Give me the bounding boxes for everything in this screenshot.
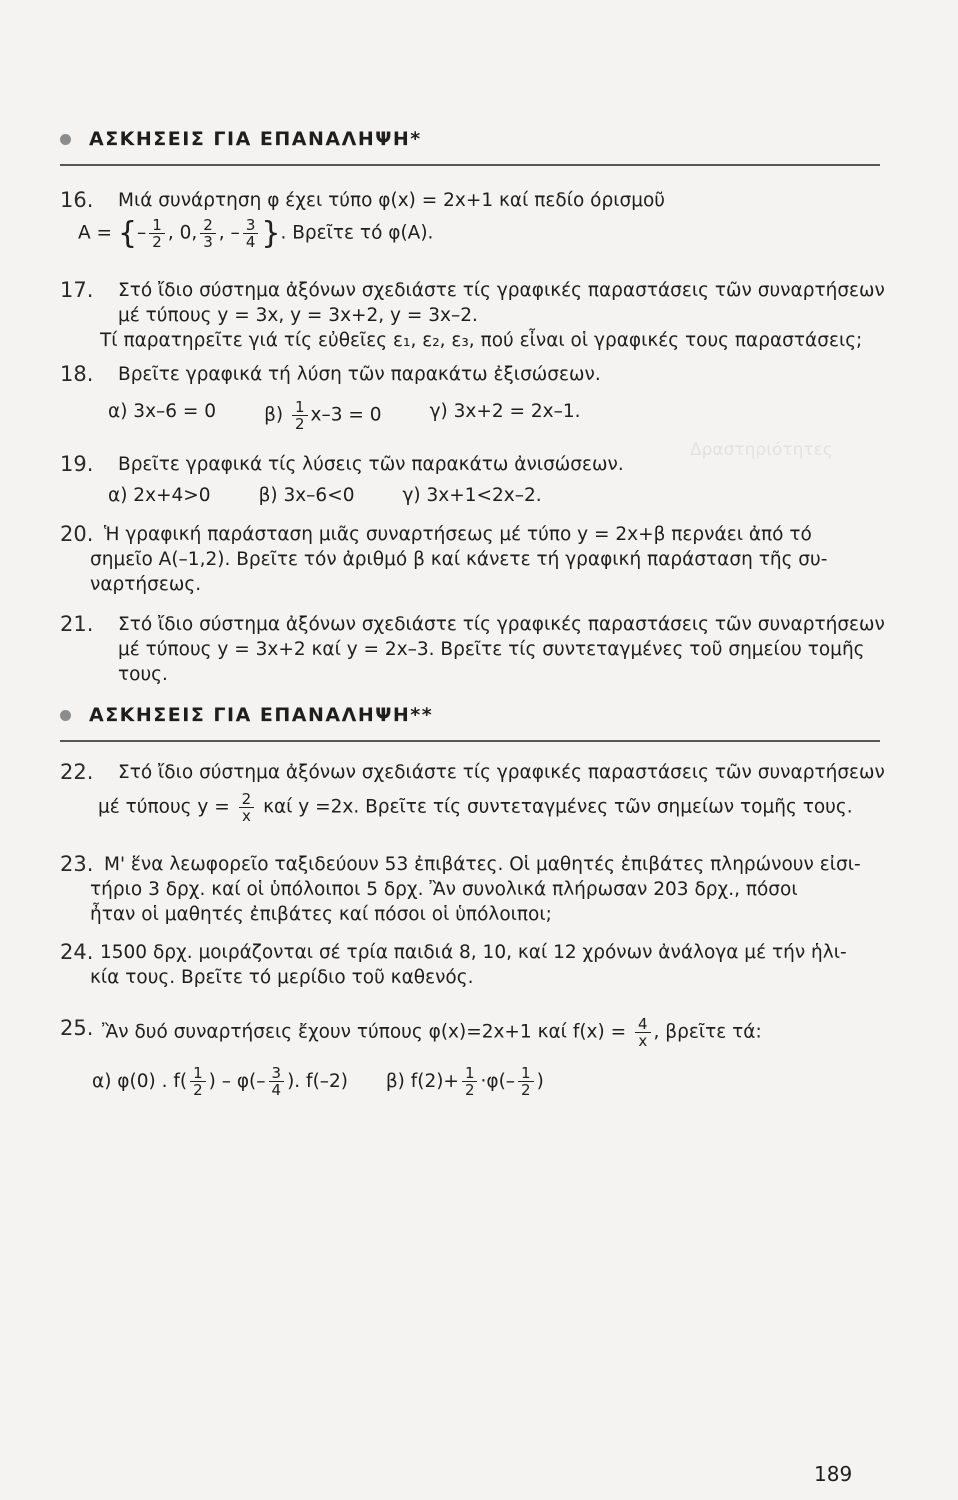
part-a: α) φ(0) . f( $\frac{1}{2}$ ) – φ(– $\frac{3}{4}$ ). f(–2) xyxy=(92,1064,349,1099)
exercise-number: 16. xyxy=(60,188,94,212)
exercise-number: 17. xyxy=(60,278,94,302)
fraction: $\frac{1}{2}$ xyxy=(292,399,308,432)
exercise-line: κία τους. Βρεῖτε τό μερίδιο τοῦ καθενός. xyxy=(90,967,474,988)
exercise-line: Στό ἴδιο σύστημα ἀξόνων σχεδιάστε τίς γραφικές παραστάσεις τῶν συναρτήσεων xyxy=(118,280,885,301)
exercise-number: 20. xyxy=(60,522,94,546)
exercise-number: 21. xyxy=(60,612,94,636)
section-title: ΑΣΚΗΣΕΙΣ ΓΙΑ ΕΠΑΝΑΛΗΨΗ** xyxy=(89,704,434,726)
exercise-line: μέ τύπους y = 3x+2 καί y = 2x–3. Βρεῖτε τίς συντεταγμένες τοῦ σημείου τομῆς xyxy=(118,639,865,660)
exercise-number: 18. xyxy=(60,362,94,386)
part-a: α) 3x–6 = 0 xyxy=(108,401,217,422)
exercise-17 xyxy=(60,278,885,353)
exercise-20 xyxy=(60,522,880,597)
exercise-line: μέ τύπους y = 3x, y = 3x+2, y = 3x–2. xyxy=(118,305,478,326)
exercise-line: ναρτήσεως. xyxy=(90,574,202,595)
part-b: β) 3x–6<0 xyxy=(258,485,355,506)
exercise-line: Μ' ἕνα λεωφορεῖο ταξιδεύουν 53 ἐπιβάτες. Οἱ μαθητές ἐπιβάτες πληρώνουν εἰσι- xyxy=(104,854,861,875)
exercise-number: 24. xyxy=(60,940,94,964)
exercise-line: Βρεῖτε γραφικά τίς λύσεις τῶν παρακάτω ἀνισώσεων. xyxy=(118,454,624,475)
page-number: 189 xyxy=(814,1462,853,1486)
exercise-line: μέ τύπους y = $\frac{2}{x}$ καί y =2x. Βρεῖτε τίς συντεταγμένες τῶν σημείων τομῆς τους. xyxy=(98,790,853,825)
exercise-18 xyxy=(60,362,880,432)
fraction: $\frac{4}{x}$ xyxy=(635,1016,651,1049)
bullet-icon xyxy=(60,134,71,145)
exercise-number: 19. xyxy=(60,452,94,476)
exercise-line: τους. xyxy=(118,664,168,685)
exercise-line: 1500 δρχ. μοιράζονται σέ τρία παιδιά 8, 10, καί 12 χρόνων ἀνάλογα μέ τήν ἡλι- xyxy=(100,942,847,963)
exercise-23 xyxy=(60,852,880,927)
fraction: $\frac{1}{2}$ xyxy=(462,1065,478,1098)
exercise-24 xyxy=(60,940,880,990)
exercise-parts-line xyxy=(92,1065,880,1098)
exercise-22 xyxy=(60,760,885,825)
fraction: $\frac{1}{2}$ xyxy=(190,1065,206,1098)
exercise-line: Στό ἴδιο σύστημα ἀξόνων σχεδιάστε τίς γραφικές παραστάσεις τῶν συναρτήσεων xyxy=(118,762,885,783)
section-header-2 xyxy=(60,704,880,742)
bullet-icon xyxy=(60,710,71,721)
part-b: β) $\frac{1}{2}$ x–3 = 0 xyxy=(264,398,382,433)
exercise-line: Τί παρατηρεῖτε γιά τίς εὐθεῖες ε₁, ε₂, ε₃, πού εἶναι οἱ γραφικές τους παραστάσεις; xyxy=(100,330,863,351)
section-rule xyxy=(60,740,880,742)
fraction: $\frac{3}{4}$ xyxy=(243,217,259,250)
fraction: $\frac{1}{2}$ xyxy=(518,1065,534,1098)
part-c: γ) 3x+1<2x–2. xyxy=(402,485,542,506)
exercise-number: 23. xyxy=(60,852,94,876)
section-title: ΑΣΚΗΣΕΙΣ ΓΙΑ ΕΠΑΝΑΛΗΨΗ* xyxy=(89,128,422,150)
exercise-line: Μιά συνάρτηση φ έχει τύπο φ(x) = 2x+1 καί πεδίο όρισμοῦ xyxy=(118,190,665,211)
section-header-1 xyxy=(60,128,880,166)
part-a: α) 2x+4>0 xyxy=(108,485,211,506)
exercise-16 xyxy=(60,188,880,250)
exercise-line: Ἂν δυό συναρτήσεις ἔχουν τύπους φ(x)=2x+1 καί f(x) = $\frac{4}{x}$ , βρεῖτε τά: xyxy=(102,1015,762,1050)
bleed-through-text: Δραστηριότητες xyxy=(690,440,833,460)
exercise-19 xyxy=(60,452,880,508)
exercise-line: Ἡ γραφική παράσταση μιᾶς συναρτήσεως μέ τύπο y = 2x+β περνάει ἀπό τό xyxy=(104,524,812,545)
exercise-21 xyxy=(60,612,885,687)
fraction: $\frac{3}{4}$ xyxy=(269,1065,285,1098)
fraction: $\frac{2}{3}$ xyxy=(200,217,216,250)
part-c: γ) 3x+2 = 2x–1. xyxy=(429,401,581,422)
exercise-line: σημεῖο A(–1,2). Βρεῖτε τόν ἀριθμό β καί κάνετε τή γραφική παράσταση τῆς συ- xyxy=(90,549,828,570)
exercise-set-line: A = {– $\frac{1}{2}$ , 0, $\frac{2}{3}$ , – $\frac{3}{4}$ }. Βρεῖτε τό φ(A). xyxy=(78,216,434,251)
section-rule xyxy=(60,164,880,166)
exercise-line: Στό ἴδιο σύστημα ἀξόνων σχεδιάστε τίς γραφικές παραστάσεις τῶν συναρτήσεων xyxy=(118,614,885,635)
part-b: β) f(2)+ $\frac{1}{2}$ ·φ(– $\frac{1}{2}$ ) xyxy=(385,1064,544,1099)
exercise-25 xyxy=(60,1016,880,1098)
exercise-line: Βρεῖτε γραφικά τή λύση τῶν παρακάτω ἐξισώσεων. xyxy=(118,364,601,385)
exercise-number: 25. xyxy=(60,1016,94,1040)
fraction: $\frac{2}{x}$ xyxy=(239,791,255,824)
fraction: $\frac{1}{2}$ xyxy=(149,217,165,250)
exercise-number: 22. xyxy=(60,760,94,784)
exercise-line: ἦταν οἱ μαθητές ἐπιβάτες καί πόσοι οἱ ὑπόλοιποι; xyxy=(90,904,552,925)
exercise-line: τήριο 3 δρχ. καί οἱ ὑπόλοιποι 5 δρχ. Ἂν συνολικά πλήρωσαν 203 δρχ., πόσοι xyxy=(90,879,798,900)
